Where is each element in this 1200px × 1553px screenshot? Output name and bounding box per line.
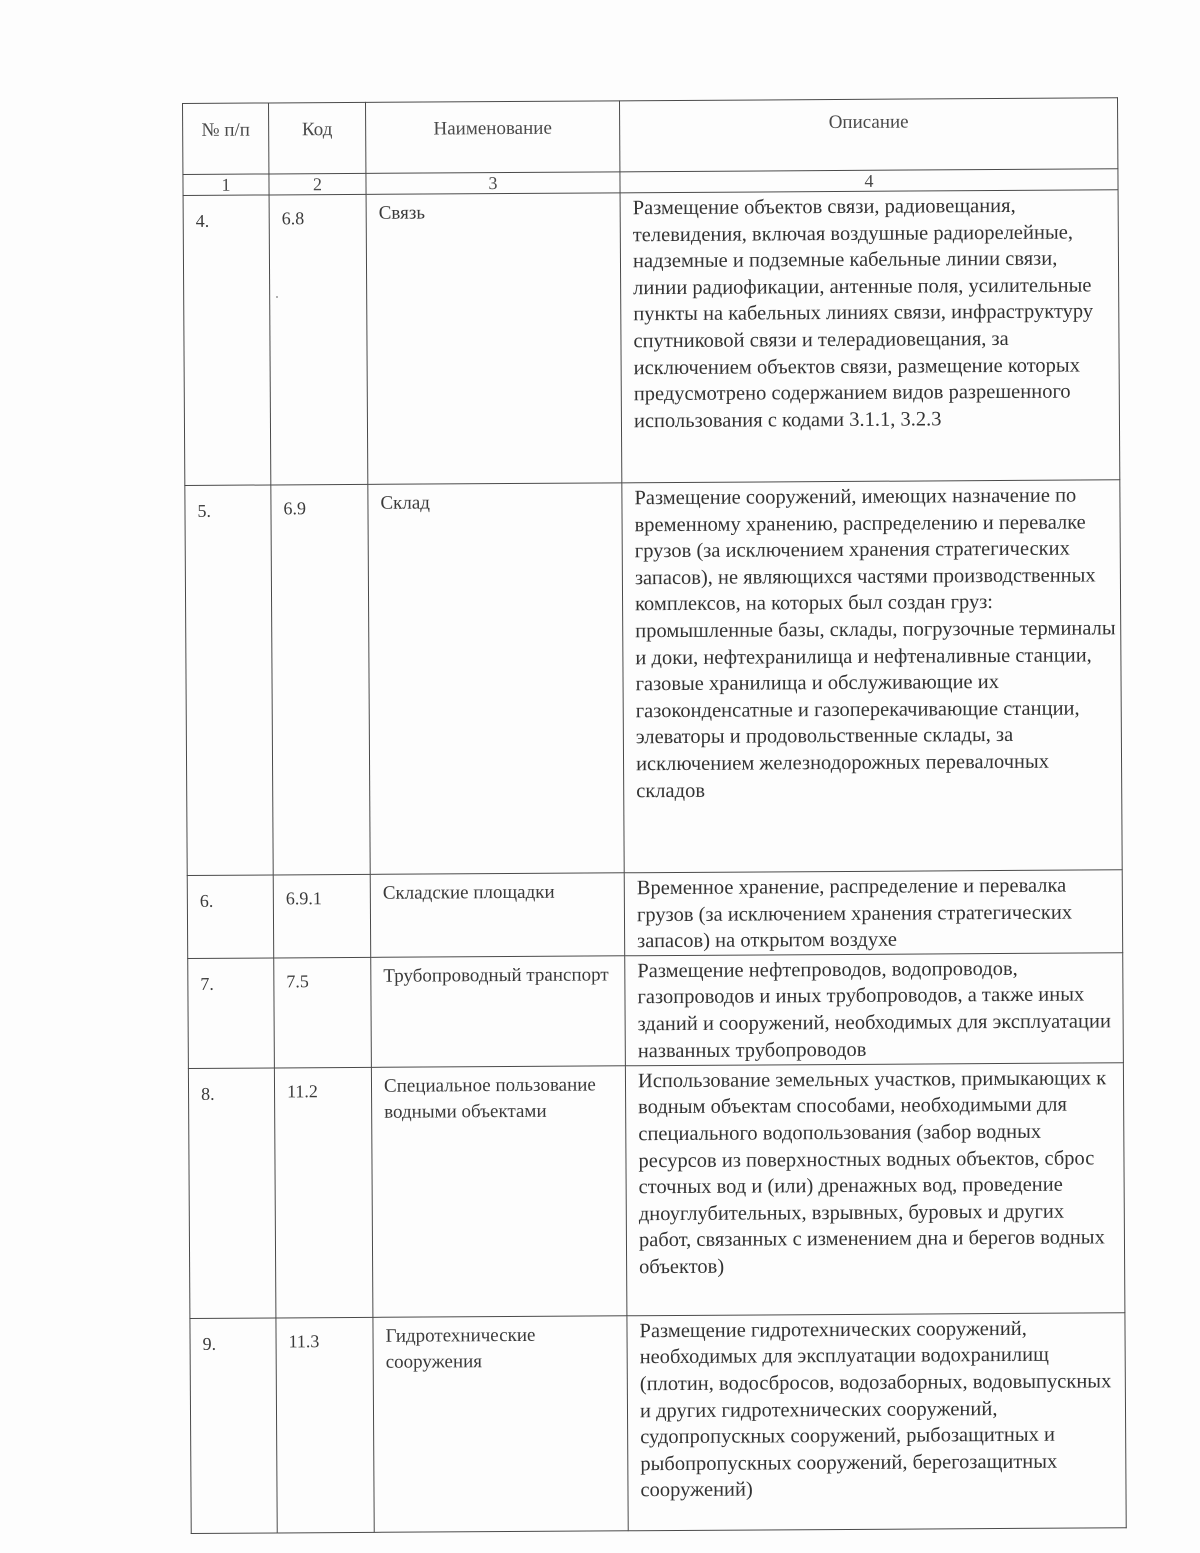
row-name: Связь [366, 193, 622, 485]
row-number: 4. [183, 195, 271, 486]
row-name: Складские площадки [370, 873, 625, 957]
table-row [187, 870, 1122, 958]
header-description: Описание [619, 98, 1117, 172]
row-code: 11.3 [276, 1317, 374, 1533]
row-code: 7.5 [274, 957, 372, 1068]
row-number: 6. [187, 875, 274, 958]
row-description: Размещение гидротехнических сооружений, необходимых для эксплуатации водохранилищ (плотин, водосбросов, водозаборных, водовыпускных и других гидротехнических сооружений, судопропускных сооружений, рыбозащитных и рыбопропускных сооружений, берегозащитных сооружений) [627, 1313, 1126, 1531]
header-row [183, 98, 1118, 175]
column-index: 1 [183, 174, 269, 196]
scan-speck [276, 296, 278, 298]
land-use-table [182, 97, 1127, 1533]
row-number: 7. [188, 958, 275, 1069]
row-code: 6.9.1 [273, 874, 371, 957]
header-number: № п/п [183, 103, 269, 175]
column-index: 4 [620, 169, 1118, 193]
row-number: 9. [190, 1318, 277, 1534]
column-index: 3 [366, 172, 620, 195]
row-description: Размещение объектов связи, радиовещания, телевидения, включая воздушные радиорелейные, надземные и подземные кабельные линии связи, линии радиофикации, антенные поля, усилительные пункты на кабельных линиях связи, инфраструктуру спутниковой связи и телерадиовещания, за исключением объектов связи, размещение которых предусмотрено содержанием видов разрешенного использования с кодами 3.1.1, 3.2.3 [620, 190, 1120, 483]
header-code: Код [269, 102, 366, 174]
row-name: Гидротехнические сооружения [373, 1316, 628, 1533]
row-name: Склад [368, 483, 624, 875]
row-code: 11.2 [274, 1067, 373, 1318]
column-index: 2 [269, 173, 366, 195]
table-row [185, 480, 1122, 876]
row-number: 5. [185, 485, 273, 876]
header-name: Наименование [365, 101, 619, 174]
row-description: Размещение нефтепроводов, водопроводов, газопроводов и иных трубопроводов, а также иных зданий и сооружений, необходимых для эксплуатации названных трубопроводов [625, 953, 1124, 1066]
row-description: Размещение сооружений, имеющих назначение по временному хранению, распределению и перевалке грузов (за исключением хранения стратегических запасов), не являющихся частями производственных комплексов, на которых был создан груз: промышленные базы, склады, погрузочные терминалы и доки, нефтехранилища и нефтеналивные станции, газовые хранилища и обслуживающие их газоконденсатные и газоперекачивающие станции, элеваторы и продовольственные склады, за исключением железнодорожных перевалочных складов [622, 480, 1122, 873]
row-number: 8. [188, 1068, 276, 1319]
row-description: Временное хранение, распределение и перевалка грузов (за исключением хранения стратегических запасов) на открытом воздухе [624, 870, 1122, 956]
row-description: Использование земельных участков, примыкающих к водным объектам способами, необходимыми для специального водопользования (забор водных ресурсов из поверхностных водных объектов, сброс сточных вод и (или) дренажных вод, проведение дноуглубительных, взрывных, буровых и других работ, связанных с изменением дна и берегов водных объектов) [625, 1063, 1125, 1316]
table-row [188, 1063, 1125, 1319]
table-row [188, 953, 1124, 1069]
row-code: 6.8 [269, 194, 368, 485]
table-row [190, 1313, 1126, 1534]
row-code: 6.9 [271, 484, 370, 875]
table-row [183, 190, 1120, 486]
row-name: Трубопроводный транспорт [371, 956, 626, 1068]
row-name: Специальное пользование водными объектами [371, 1066, 627, 1318]
